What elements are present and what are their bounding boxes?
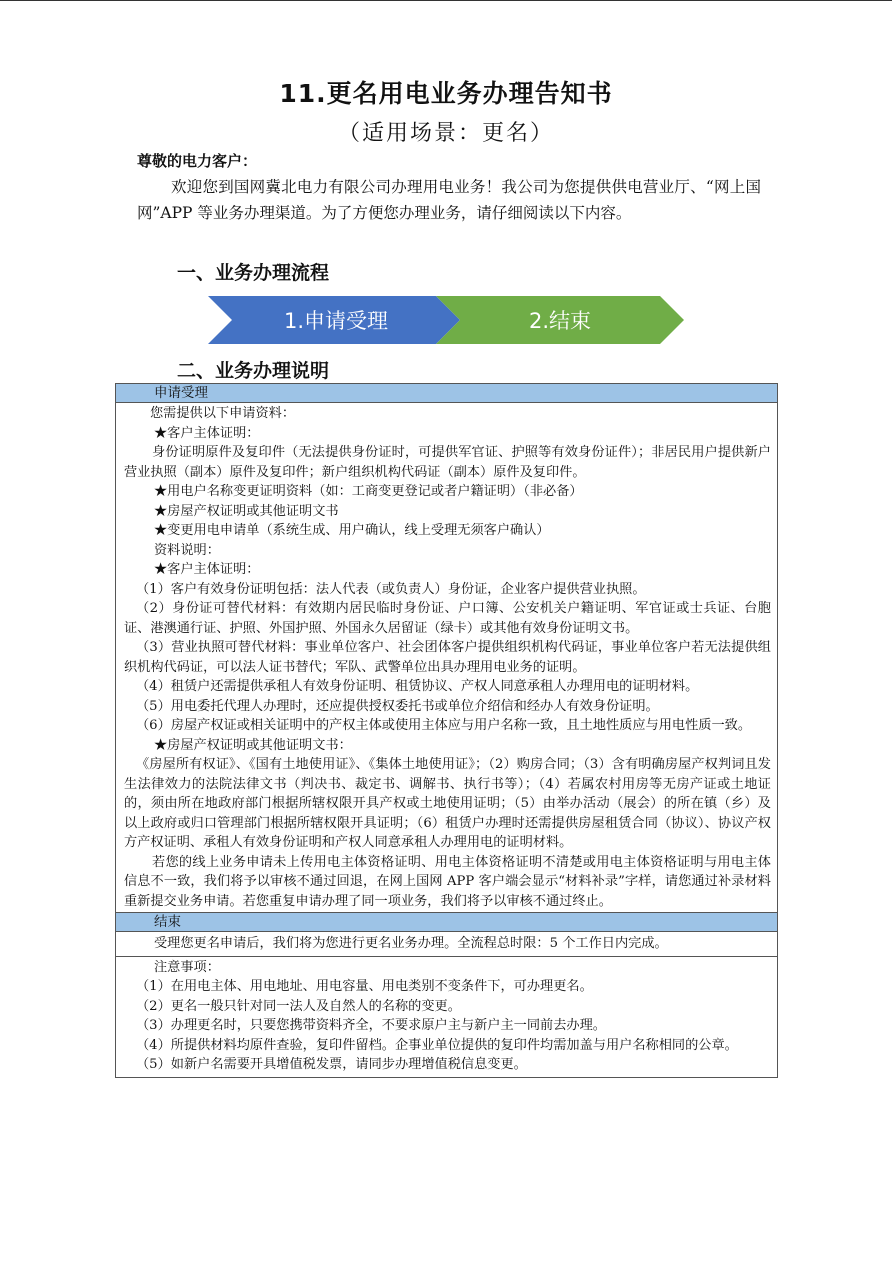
flow-step-apply: 1.申请受理: [283, 309, 389, 333]
table-header-apply: 申请受理: [116, 384, 778, 403]
apply-line-16: 若您的线上业务申请未上传用电主体资格证明、用电主体资格证明不清楚或用电主体资格证明与用电主体信息不一致，我们将予以审核不通过回退，在网上国网 APP 客户端会显示“材料补录”字样，请您通过补录材料重新提交业务申请。若您重复申请办理了同一项业务，我们将予以审核不通过终止。: [124, 854, 771, 909]
process-flow: [208, 296, 686, 344]
instructions-table: [115, 383, 778, 1078]
apply-line-7: ★客户主体证明：: [154, 562, 260, 577]
apply-line-14: ★房屋产权证明或其他证明文书：: [154, 737, 352, 753]
note-2: （2）更名一般只针对同一法人及自然人的名称的变更。: [136, 998, 461, 1014]
apply-line-6: 资料说明：: [154, 542, 220, 558]
note-3: （3）办理更名时，只要您携带资料齐全，不要求原户主与新户主一同前去办理。: [136, 1018, 606, 1033]
apply-cell: [116, 403, 778, 913]
notes-title: 注意事项：: [154, 959, 220, 975]
apply-line-0: 您需提供以下申请资料：: [150, 406, 296, 421]
flow-step-end: 2.结束: [528, 309, 592, 333]
notes-cell: [116, 956, 778, 1077]
apply-line-12: （5）用电委托代理人办理时，还应提供授权委托书或单位介绍信和经办人有效身份证明。: [136, 698, 659, 714]
apply-line-8: （1）客户有效身份证明包括：法人代表（或负责人）身份证，企业客户提供营业执照。: [136, 581, 646, 597]
note-1: （1）在用电主体、用电地址、用电容量、用电类别不变条件下，可办理更名。: [136, 979, 593, 994]
table-header-end: 结束: [116, 913, 778, 932]
apply-line-3: ★用电户名称变更证明资料（如：工商变更登记或者户籍证明）（非必备）: [154, 484, 583, 499]
apply-line-13: （6）房屋产权证或相关证明中的产权主体或使用主体应与用户名称一致，且土地性质应与用电性质一致。: [136, 718, 752, 733]
apply-line-10: （3）营业执照可替代材料：事业单位客户、社会团体客户提供组织机构代码证，事业单位客户若无法提供组织机构代码证，可以法人证书替代；军队、武警单位出具办理用电业务的证明。: [124, 640, 771, 675]
section-heading-process: 一、业务办理流程: [177, 262, 330, 284]
note-4: （4）所提供材料均原件查验，复印件留档。企事业单位提供的复印件均需加盖与用户名称相同的公章。: [136, 1037, 738, 1053]
document-title: 11.更名用电业务办理告知书: [279, 79, 613, 108]
apply-line-4: ★房屋产权证明或其他证明文书: [154, 503, 339, 519]
apply-line-5: ★变更用电申请单（系统生成、用户确认，线上受理无须客户确认）: [154, 523, 550, 538]
note-5: （5）如新户名需要开具增值税发票，请同步办理增值税信息变更。: [136, 1057, 527, 1072]
apply-line-9: （2）身份证可替代材料：有效期内居民临时身份证、户口簿、公安机关户籍证明、军官证或士兵证、台胞证、港澳通行证、护照、外国护照、外国永久居留证（绿卡）或其他有效身份证明文书。: [124, 601, 771, 636]
document-subtitle: （适用场景：更名）: [337, 121, 554, 146]
end-text: 受理您更名申请后，我们将为您进行更名业务办理。全流程总时限：5 个工作日内完成。: [154, 936, 668, 951]
apply-line-1: ★客户主体证明：: [154, 425, 260, 441]
apply-line-2: 身份证明原件及复印件（无法提供身份证时，可提供军官证、护照等有效身份证件）；非居民用户提供新户营业执照（副本）原件及复印件；新户组织机构代码证（副本）原件及复印件。: [124, 445, 771, 480]
page-top-border: [0, 0, 892, 1]
greeting: 尊敬的电力客户：: [137, 152, 258, 170]
apply-line-15: 《房屋所有权证》、《国有土地使用证》、《集体土地使用证》；（2）购房合同；（3）含有明确房屋产权判词且发生法律效力的法院法律文书（判决书、裁定书、调解书、执行书等）；（4）若属农村用房等无房产证或土地证的，须由所在地政府部门根据所辖权限开具产权或土地使用证明；（5）由举办活动（展会）的所在镇（乡）及以上政府或归口管理部门根据所辖权限开具证明；（6）租赁户办理时还需提供房屋租赁合同（协议）、协议产权方产权证明、承租人有效身份证明和产权人同意承租人办理用电的证明材料。: [124, 757, 771, 850]
end-cell: [116, 932, 778, 957]
section-heading-instructions: 二、业务办理说明: [177, 360, 330, 382]
apply-line-11: （4）租赁户还需提供承租人有效身份证明、租赁协议、产权人同意承租人办理用电的证明材料。: [136, 679, 699, 694]
intro-paragraph: 欢迎您到国网冀北电力有限公司办理用电业务！我公司为您提供供电营业厅、“网上国网”APP 等业务办理渠道。为了方便您办理业务，请仔细阅读以下内容。: [137, 178, 761, 222]
